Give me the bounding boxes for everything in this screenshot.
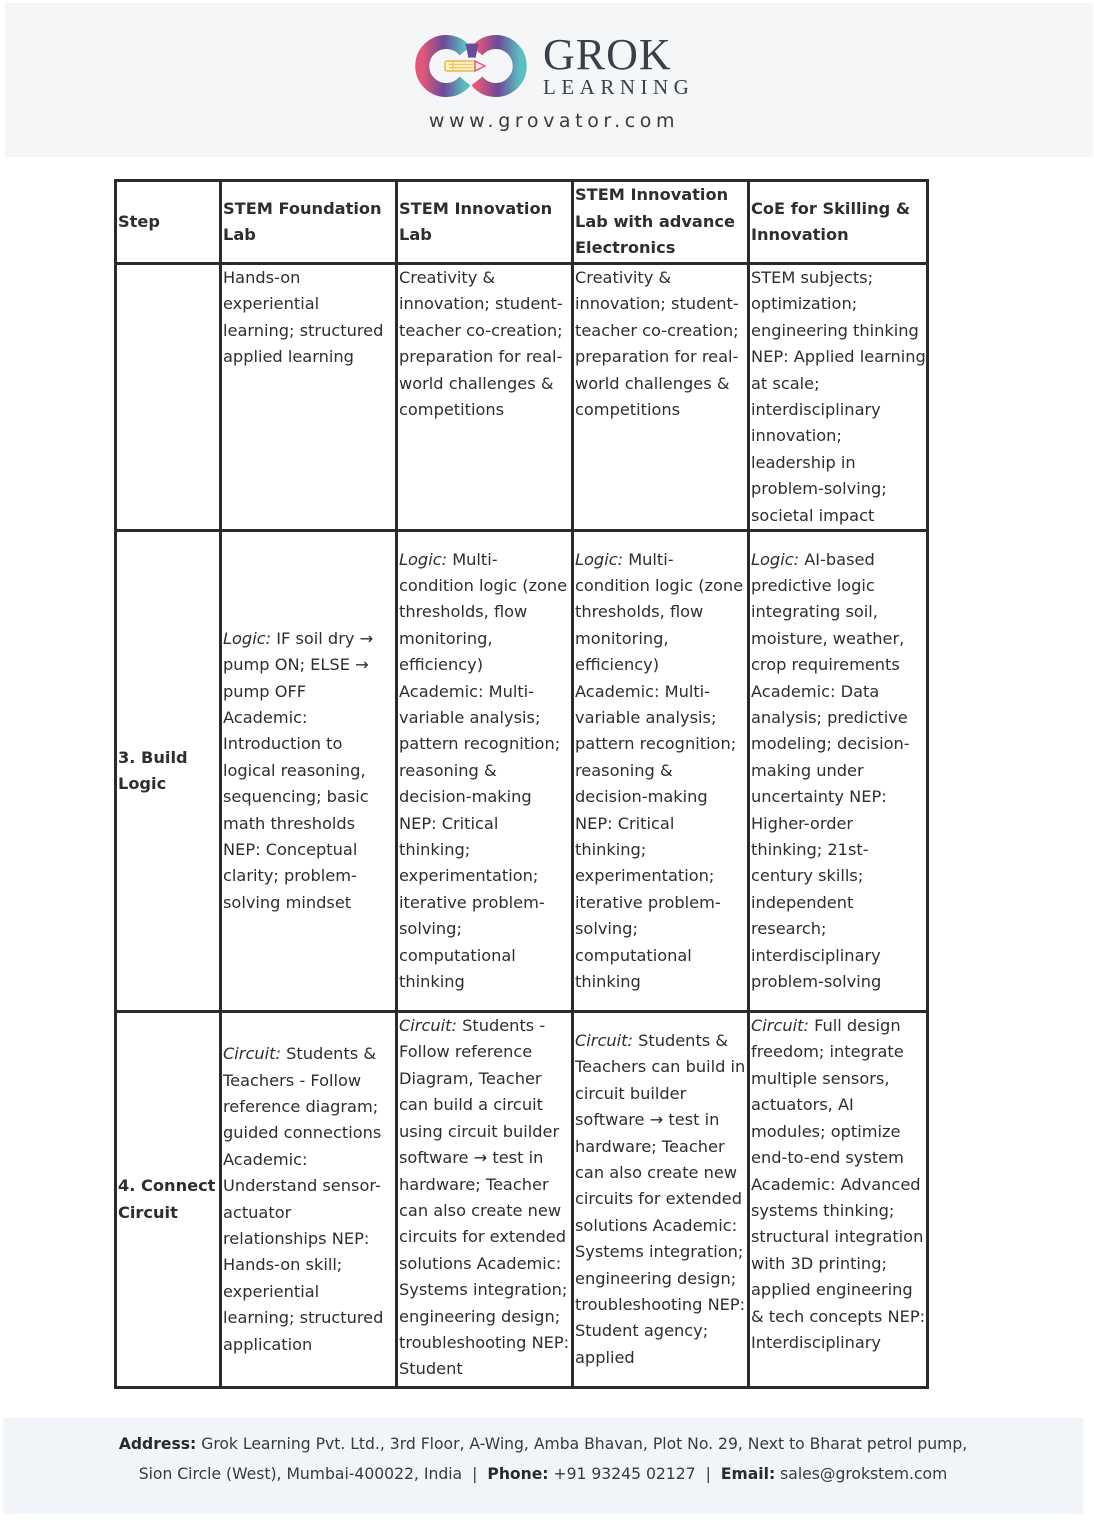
table-row — [116, 1012, 928, 1388]
phone-label: Phone: — [487, 1465, 549, 1483]
separator: | — [705, 1465, 711, 1483]
table-cell: Creativity & innovation; student-teacher co-creation; preparation for real-world challenges & competitions — [573, 264, 749, 531]
table-cell: Circuit: Students - Follow reference Diagram, Teacher can build a circuit using circuit builder software → test in hardware; Teacher can also create new circuits for extended solutions Academic: Systems integration; engineering design; troubleshooting NEP: Student — [397, 1012, 573, 1388]
step-cell — [116, 264, 221, 531]
brand-name: GROK — [543, 30, 672, 79]
table-row — [116, 531, 928, 1012]
cell-label: Logic: — [223, 628, 272, 648]
table-cell: Logic: Multi-condition logic (zone thresholds, flow monitoring, efficiency) Academic: Multi-variable analysis; pattern recognition; reasoning & decision-making NEP: Critical thinking; experimentation; iterative problem-solving; computational thinking — [573, 531, 749, 1012]
table-cell: Circuit: Full design freedom; integrate multiple sensors, actuators, AI modules; optimize end-to-end system Academic: Advanced systems thinking; structural integration with 3D printing; applied engineering & tech concepts NEP: Interdisciplinary — [749, 1012, 928, 1388]
email-label: Email: — [720, 1465, 776, 1483]
table-header-row — [116, 181, 928, 264]
infinity-pencil-logo-icon — [405, 33, 537, 99]
cell-label: Circuit: — [575, 1030, 633, 1050]
column-header-innovation-lab: STEM Innovation Lab — [397, 181, 573, 264]
table-cell: Logic: AI-based predictive logic integrating soil, moisture, weather, crop requirements Academic: Data analysis; predictive modeling; decision-making under uncertainty NEP: Higher-order thinking; 21st-century skills; independent research; interdisciplinary problem-solving — [749, 531, 928, 1012]
table-cell: Circuit: Students & Teachers - Follow reference diagram; guided connections Academic: Understand sensor-actuator relationships NEP: Hands-on skill; experiential learning; structured application — [221, 1012, 397, 1388]
table-cell: STEM subjects; optimization; engineering thinking NEP: Applied learning at scale; interdisciplinary innovation; leadership in problem-solving; societal impact — [749, 264, 928, 531]
cell-label: Logic: — [399, 549, 448, 569]
table-cell: Creativity & innovation; student-teacher co-creation; preparation for real-world challenges & competitions — [397, 264, 573, 531]
brand-logo — [405, 30, 705, 103]
brand-subtitle: LEARNING — [543, 75, 695, 99]
email-address[interactable]: sales@grokstem.com — [775, 1465, 948, 1483]
column-header-step: Step — [116, 181, 221, 264]
cell-label: Circuit: — [399, 1016, 457, 1036]
column-header-innovation-lab-electronics: STEM Innovation Lab with advance Electronics — [573, 181, 749, 264]
table-cell: Hands-on experiential learning; structured applied learning — [221, 264, 397, 531]
table-cell: Logic: Multi-condition logic (zone thresholds, flow monitoring, efficiency) Academic: Multi-variable analysis; pattern recognition; reasoning & decision-making NEP: Critical thinking; experimentation; iterative problem-solving; computational thinking — [397, 531, 573, 1012]
cell-label: Logic: — [575, 549, 624, 569]
table-cell: Circuit: Students & Teachers can build in circuit builder software → test in hardware; Teacher can also create new circuits for extended solutions Academic: Systems integration; engineering design; troubleshooting NEP: Student agency; applied — [573, 1012, 749, 1388]
table-row — [116, 264, 928, 531]
address-label: Address: — [118, 1435, 197, 1453]
step-cell: 4. Connect Circuit — [116, 1012, 221, 1388]
column-header-foundation-lab: STEM Foundation Lab — [221, 181, 397, 264]
lab-comparison-table — [114, 179, 929, 1389]
footer-address-line — [3, 1435, 1083, 1453]
address-city: Sion Circle (West), Mumbai-400022, India — [138, 1465, 463, 1483]
cell-label: Circuit: — [751, 1016, 809, 1036]
column-header-coe: CoE for Skilling & Innovation — [749, 181, 928, 264]
cell-label: Circuit: — [223, 1044, 281, 1064]
table-cell: Logic: IF soil dry → pump ON; ELSE → pump OFF Academic: Introduction to logical reasoning, sequencing; basic math thresholds NEP: Conceptual clarity; problem-solving mindset — [221, 531, 397, 1012]
brand-wordmark — [543, 30, 695, 99]
cell-label: Logic: — [751, 549, 800, 569]
separator: | — [472, 1465, 478, 1483]
phone-number: +91 93245 02127 — [548, 1465, 696, 1483]
address-text: Grok Learning Pvt. Ltd., 3rd Floor, A-Wing, Amba Bhavan, Plot No. 29, Next to Bharat petrol pump, — [196, 1435, 968, 1453]
website-url: www.grovator.com — [428, 110, 680, 132]
step-cell: 3. Build Logic — [116, 531, 221, 1012]
footer-contact-line — [3, 1465, 1083, 1483]
